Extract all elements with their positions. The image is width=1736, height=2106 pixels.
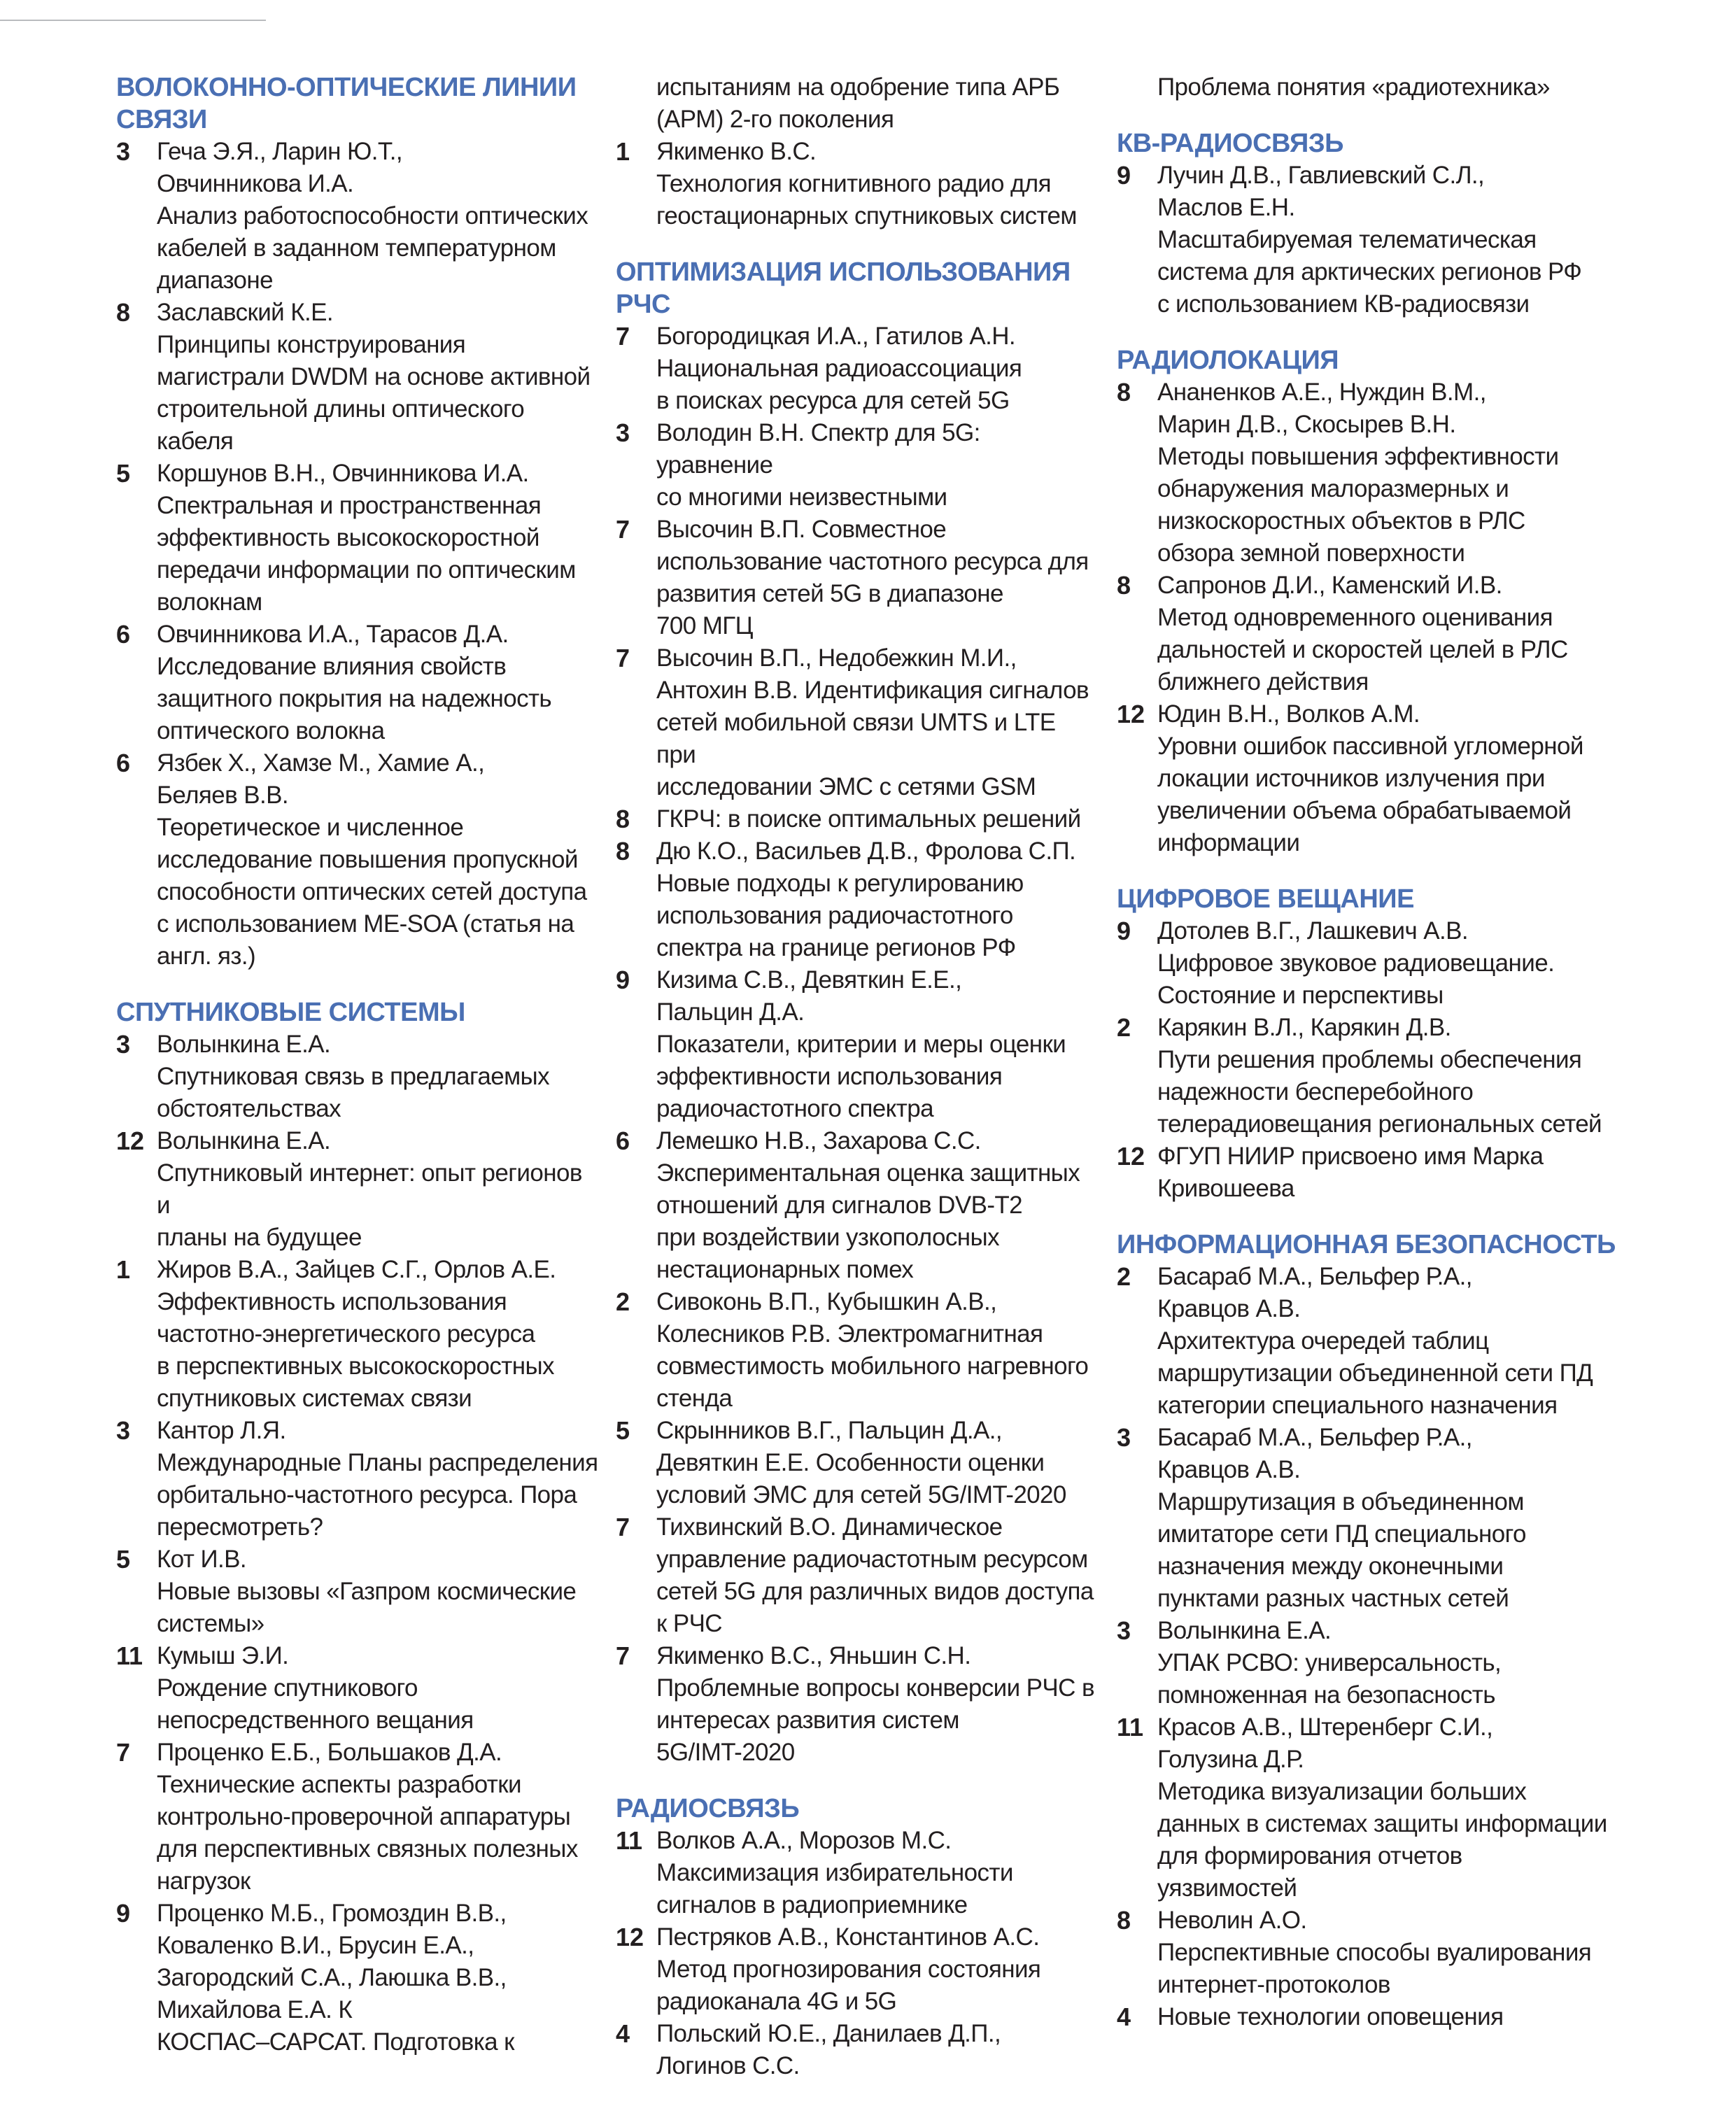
entry-text: Неволин А.О. Перспективные способы вуалирования интернет-протоколов [1157, 1907, 1592, 1998]
entry-text: ФГУП НИИР присвоено имя Марка Кривошеева [1157, 1143, 1544, 1202]
issue-number: 5 [616, 1416, 630, 1445]
entry-text: Жиров В.А., Зайцев С.Г., Орлов А.Е. Эффективность использования частотно-энергетического ресурса в перспективных высокоскоростных спутниковых системах связи [157, 1256, 556, 1412]
index-entry [116, 747, 599, 973]
entry-text: Красов А.В., Штеренберг С.И., Голузина Д.Р. Методика визуализации больших данных в системах защиты информации для формирования отчетов уязвимостей [1157, 1713, 1607, 1902]
entry-text: Лемешко Н.В., Захарова С.С. Экспериментальная оценка защитных отношений для сигналов DVB-T2 при воздействии узкополосных нестационарных помех [656, 1127, 1080, 1283]
index-entry [1117, 1012, 1635, 1140]
index-entry [616, 417, 1099, 514]
issue-number: 3 [1117, 1616, 1131, 1645]
issue-number: 8 [1117, 1906, 1131, 1935]
index-entry [1117, 1261, 1635, 1422]
index-entry [116, 1897, 599, 2058]
issue-number: 7 [616, 644, 630, 672]
top-divider [0, 20, 266, 21]
index-entry [116, 1737, 599, 1897]
column-1 [116, 71, 599, 2082]
index-entry [1117, 1904, 1635, 2001]
entry-text: Дю К.О., Васильев Д.В., Фролова С.П. Новые подходы к регулированию использования радиочастотного спектра на границе регионов РФ [656, 838, 1076, 961]
index-entry [116, 297, 599, 458]
entry-text: Язбек Х., Хамзе М., Хамие А., Беляев В.В. Теоретическое и численное исследование повышения пропускной способности оптических сетей доступа с использованием ME-SOA (статья на англ. яз.) [157, 749, 587, 970]
issue-number: 12 [1117, 700, 1145, 728]
entry-text: Волынкина Е.А. УПАК РСВО: универсальность, помноженная на безопасность [1157, 1617, 1502, 1709]
index-entry [616, 1921, 1099, 2018]
issue-number: 6 [616, 1126, 630, 1155]
section-title: РАДИОЛОКАЦИЯ [1117, 346, 1339, 375]
index-entry [616, 803, 1099, 835]
issue-number: 3 [116, 1030, 131, 1059]
entry-text: Проценко М.Б., Громоздин В.В., Коваленко В.И., Брусин Е.А., Загородский С.А., Лаюшка В.В., Михайлова Е.А. К КОСПАС–САРСАТ. Подготовка к [157, 1900, 514, 2056]
index-entry [116, 136, 599, 297]
index-entry [1117, 71, 1635, 104]
section [1117, 127, 1635, 320]
index-entry [616, 835, 1099, 964]
issue-number: 8 [1117, 378, 1131, 407]
issue-number: 5 [116, 1545, 131, 1574]
section-title: ИНФОРМАЦИОННАЯ БЕЗОПАСНОСТЬ [1117, 1230, 1616, 1259]
issue-number: 2 [1117, 1013, 1131, 1042]
section-title: КВ-РАДИОСВЯЗЬ [1117, 129, 1343, 158]
entry-text: Пестряков А.В., Константинов А.С. Метод прогнозирования состояния радиоканала 4G и 5G [656, 1923, 1041, 2015]
entry-text: Польский Ю.Е., Данилаев Д.П., Логинов С.С. [656, 2020, 1001, 2079]
issue-number: 7 [116, 1738, 131, 1767]
section [616, 256, 1099, 1769]
issue-number: 7 [616, 322, 630, 351]
issue-number: 1 [616, 137, 630, 166]
index-entry [116, 619, 599, 747]
issue-number: 8 [116, 298, 131, 327]
index-entry [1117, 160, 1635, 320]
index-entry [616, 514, 1099, 642]
entry-text: испытаниям на одобрение типа АРБ (АРМ) 2-го поколения [656, 73, 1060, 133]
issue-number: 6 [116, 620, 131, 649]
index-entry [116, 1254, 599, 1415]
entry-text: Волков А.А., Морозов М.С. Максимизация избирательности сигналов в радиоприемнике [656, 1827, 1013, 1918]
entry-text: Высочин В.П., Недобежкин М.И., Антохин В.В. Идентификация сигналов сетей мобильной связи UMTS и LTE при исследовании ЭМС с сетями GSM [656, 644, 1089, 800]
issue-number: 2 [1117, 1262, 1131, 1291]
issue-number: 7 [616, 1513, 630, 1541]
index-entry [116, 1125, 599, 1254]
index-entry [116, 1640, 599, 1737]
entry-text: Проценко Е.Б., Большаков Д.А. Технические аспекты разработки контрольно-проверочной аппаратуры для перспективных связных полезных нагрузок [157, 1739, 578, 1895]
entry-text: Коршунов В.Н., Овчинникова И.А. Спектральная и пространственная эффективность высокоскоростной передачи информации по оптическим волокнам [157, 460, 576, 616]
index-entry [616, 1825, 1099, 1921]
entry-text: Сапронов Д.И., Каменский И.В. Метод одновременного оценивания дальностей и скоростей целей в РЛС ближнего действия [1157, 572, 1568, 695]
entry-text: Карякин В.Л., Карякин Д.В. Пути решения проблемы обеспечения надежности бесперебойного телерадиовещания региональных сетей [1157, 1014, 1602, 1138]
section-title: РАДИОСВЯЗЬ [616, 1794, 800, 1823]
index-entry [616, 1415, 1099, 1511]
issue-number: 4 [1117, 2002, 1131, 2031]
index-entry [116, 1029, 599, 1125]
issue-number: 7 [616, 515, 630, 544]
index-entry [1117, 1422, 1635, 1615]
issue-number: 1 [116, 1255, 131, 1284]
issue-number: 9 [616, 966, 630, 994]
index-entry [616, 964, 1099, 1125]
index-entry [616, 642, 1099, 803]
section [1117, 71, 1635, 104]
index-entry [116, 458, 599, 619]
issue-number: 3 [116, 137, 131, 166]
issue-number: 8 [616, 837, 630, 865]
entry-text: Басараб М.А., Бельфер Р.А., Кравцов А.В. Архитектура очередей таблиц маршрутизации объединенной сети ПД категории специального назначения [1157, 1263, 1593, 1419]
entry-text: Кумыш Э.И. Рождение спутникового непосредственного вещания [157, 1642, 474, 1734]
issue-number: 11 [116, 1641, 143, 1670]
entry-text: Кот И.В. Новые вызовы «Газпром космические системы» [157, 1546, 577, 1637]
issue-number: 6 [116, 749, 131, 777]
entry-text: Сивоконь В.П., Кубышкин А.В., Колесников Р.В. Электромагнитная совместимость мобильного нагревного стенда [656, 1288, 1089, 1412]
index-entry [616, 1125, 1099, 1286]
issue-number: 3 [1117, 1423, 1131, 1452]
index-entry [616, 1511, 1099, 1640]
column-3 [1117, 71, 1635, 2057]
issue-number: 12 [1117, 1142, 1145, 1171]
column-2 [616, 71, 1099, 2106]
section [1117, 883, 1635, 1205]
issue-number: 7 [616, 1641, 630, 1670]
entry-text: Волынкина Е.А. Спутниковая связь в предлагаемых обстоятельствах [157, 1031, 550, 1122]
issue-number: 8 [616, 805, 630, 833]
section [1117, 344, 1635, 859]
index-entry [1117, 915, 1635, 1012]
entry-text: Геча Э.Я., Ларин Ю.Т., Овчинникова И.А. Анализ работоспособности оптических кабелей в заданном температурном диапазоне [157, 138, 588, 294]
issue-number: 11 [1117, 1713, 1144, 1741]
index-entry [616, 1640, 1099, 1769]
entry-text: Лучин Д.В., Гавлиевский С.Л., Маслов Е.Н. Масштабируемая телематическая система для арктических регионов РФ с использованием КВ-радиосвязи [1157, 162, 1582, 318]
entry-text: Волынкина Е.А. Спутниковый интернет: опыт регионов и планы на будущее [157, 1127, 582, 1251]
section-title: ОПТИМИЗАЦИЯ ИСПОЛЬЗОВАНИЯ РЧС [616, 257, 1071, 319]
entry-text: Кантор Л.Я. Международные Планы распределения орбитально-частотного ресурса. Пора пересмотреть? [157, 1417, 598, 1541]
issue-number: 3 [116, 1416, 131, 1445]
issue-number: 3 [616, 418, 630, 447]
entry-text: Юдин В.Н., Волков А.М. Уровни ошибок пассивной угломерной локации источников излучения при увеличении объема обрабатываемой информации [1157, 700, 1583, 856]
entry-text: Проблема понятия «радиотехника» [1157, 73, 1550, 101]
section-title: ВОЛОКОННО-ОПТИЧЕСКИЕ ЛИНИИ СВЯЗИ [116, 73, 577, 134]
entry-text: ГКРЧ: в поиске оптимальных решений [656, 805, 1081, 833]
index-entry [1117, 1140, 1635, 1205]
entry-text: Кизима С.В., Девяткин Е.Е., Пальцин Д.А. Показатели, критерии и меры оценки эффективности использования радиочастотного спектра [656, 966, 1066, 1122]
entry-text: Заславский К.Е. Принципы конструирования магистрали DWDM на основе активной строительной длины оптического кабеля [157, 299, 591, 455]
issue-number: 4 [616, 2019, 630, 2048]
index-entry [616, 1286, 1099, 1415]
section [116, 71, 599, 973]
issue-number: 8 [1117, 571, 1131, 600]
section-title: СПУТНИКОВЫЕ СИСТЕМЫ [116, 998, 465, 1027]
index-entry [616, 136, 1099, 232]
entry-text: Дотолев В.Г., Лашкевич А.В. Цифровое звуковое радиовещание. Состояние и перспективы [1157, 917, 1555, 1009]
entry-text: Ананенков А.Е., Нуждин В.М., Марин Д.В., Скосырев В.Н. Методы повышения эффективности обнаружения малоразмерных и низкоскоростных объектов в РЛС обзора земной поверхности [1157, 379, 1559, 567]
entry-text: Новые технологии оповещения [1157, 2003, 1504, 2030]
issue-number: 9 [116, 1899, 131, 1928]
entry-text: Якименко В.С. Технология когнитивного радио для геостационарных спутниковых систем [656, 138, 1077, 229]
index-entry [1117, 698, 1635, 859]
issue-number: 9 [1117, 161, 1131, 190]
index-entry [1117, 376, 1635, 570]
issue-number: 2 [616, 1287, 630, 1316]
index-entry [616, 320, 1099, 417]
entry-text: Овчинникова И.А., Тарасов Д.А. Исследование влияния свойств защитного покрытия на надежность оптического волокна [157, 621, 552, 744]
issue-number: 9 [1117, 917, 1131, 945]
entry-text: Богородицкая И.А., Гатилов А.Н. Национальная радиоассоциация в поисках ресурса для сетей 5G [656, 323, 1022, 414]
index-entry [1117, 570, 1635, 698]
entry-text: Якименко В.С., Яньшин С.Н. Проблемные вопросы конверсии РЧС в интересах развития систем 5G/IMT-2020 [656, 1642, 1094, 1766]
index-entry [1117, 2001, 1635, 2033]
issue-number: 11 [616, 1826, 643, 1855]
entry-text: Высочин В.П. Совместное использование частотного ресурса для развития сетей 5G в диапазоне 700 МГЦ [656, 516, 1089, 639]
index-entry [616, 2018, 1099, 2082]
index-entry [616, 71, 1099, 136]
index-entry [1117, 1711, 1635, 1904]
index-entry [116, 1415, 599, 1543]
index-entry [116, 1543, 599, 1640]
issue-number: 5 [116, 459, 131, 488]
section [616, 1793, 1099, 2082]
entry-text: Басараб М.А., Бельфер Р.А., Кравцов А.В. Маршрутизация в объединенном имитаторе сети ПД специального назначения между оконечными пунктами разных частных сетей [1157, 1424, 1526, 1612]
section [616, 71, 1099, 232]
issue-number: 12 [616, 1923, 644, 1951]
entry-text: Володин В.Н. Спектр для 5G: уравнение со многими неизвестными [656, 419, 980, 511]
index-entry [1117, 1615, 1635, 1711]
section-title: ЦИФРОВОЕ ВЕЩАНИЕ [1117, 884, 1414, 914]
section [116, 996, 599, 2058]
entry-text: Тихвинский В.О. Динамическое управление радиочастотным ресурсом сетей 5G для различных видов доступа к РЧС [656, 1513, 1094, 1637]
section [1117, 1229, 1635, 2033]
issue-number: 12 [116, 1126, 145, 1155]
entry-text: Скрынников В.Г., Пальцин Д.А., Девяткин Е.Е. Особенности оценки условий ЭМС для сетей 5G/IMT-2020 [656, 1417, 1066, 1508]
